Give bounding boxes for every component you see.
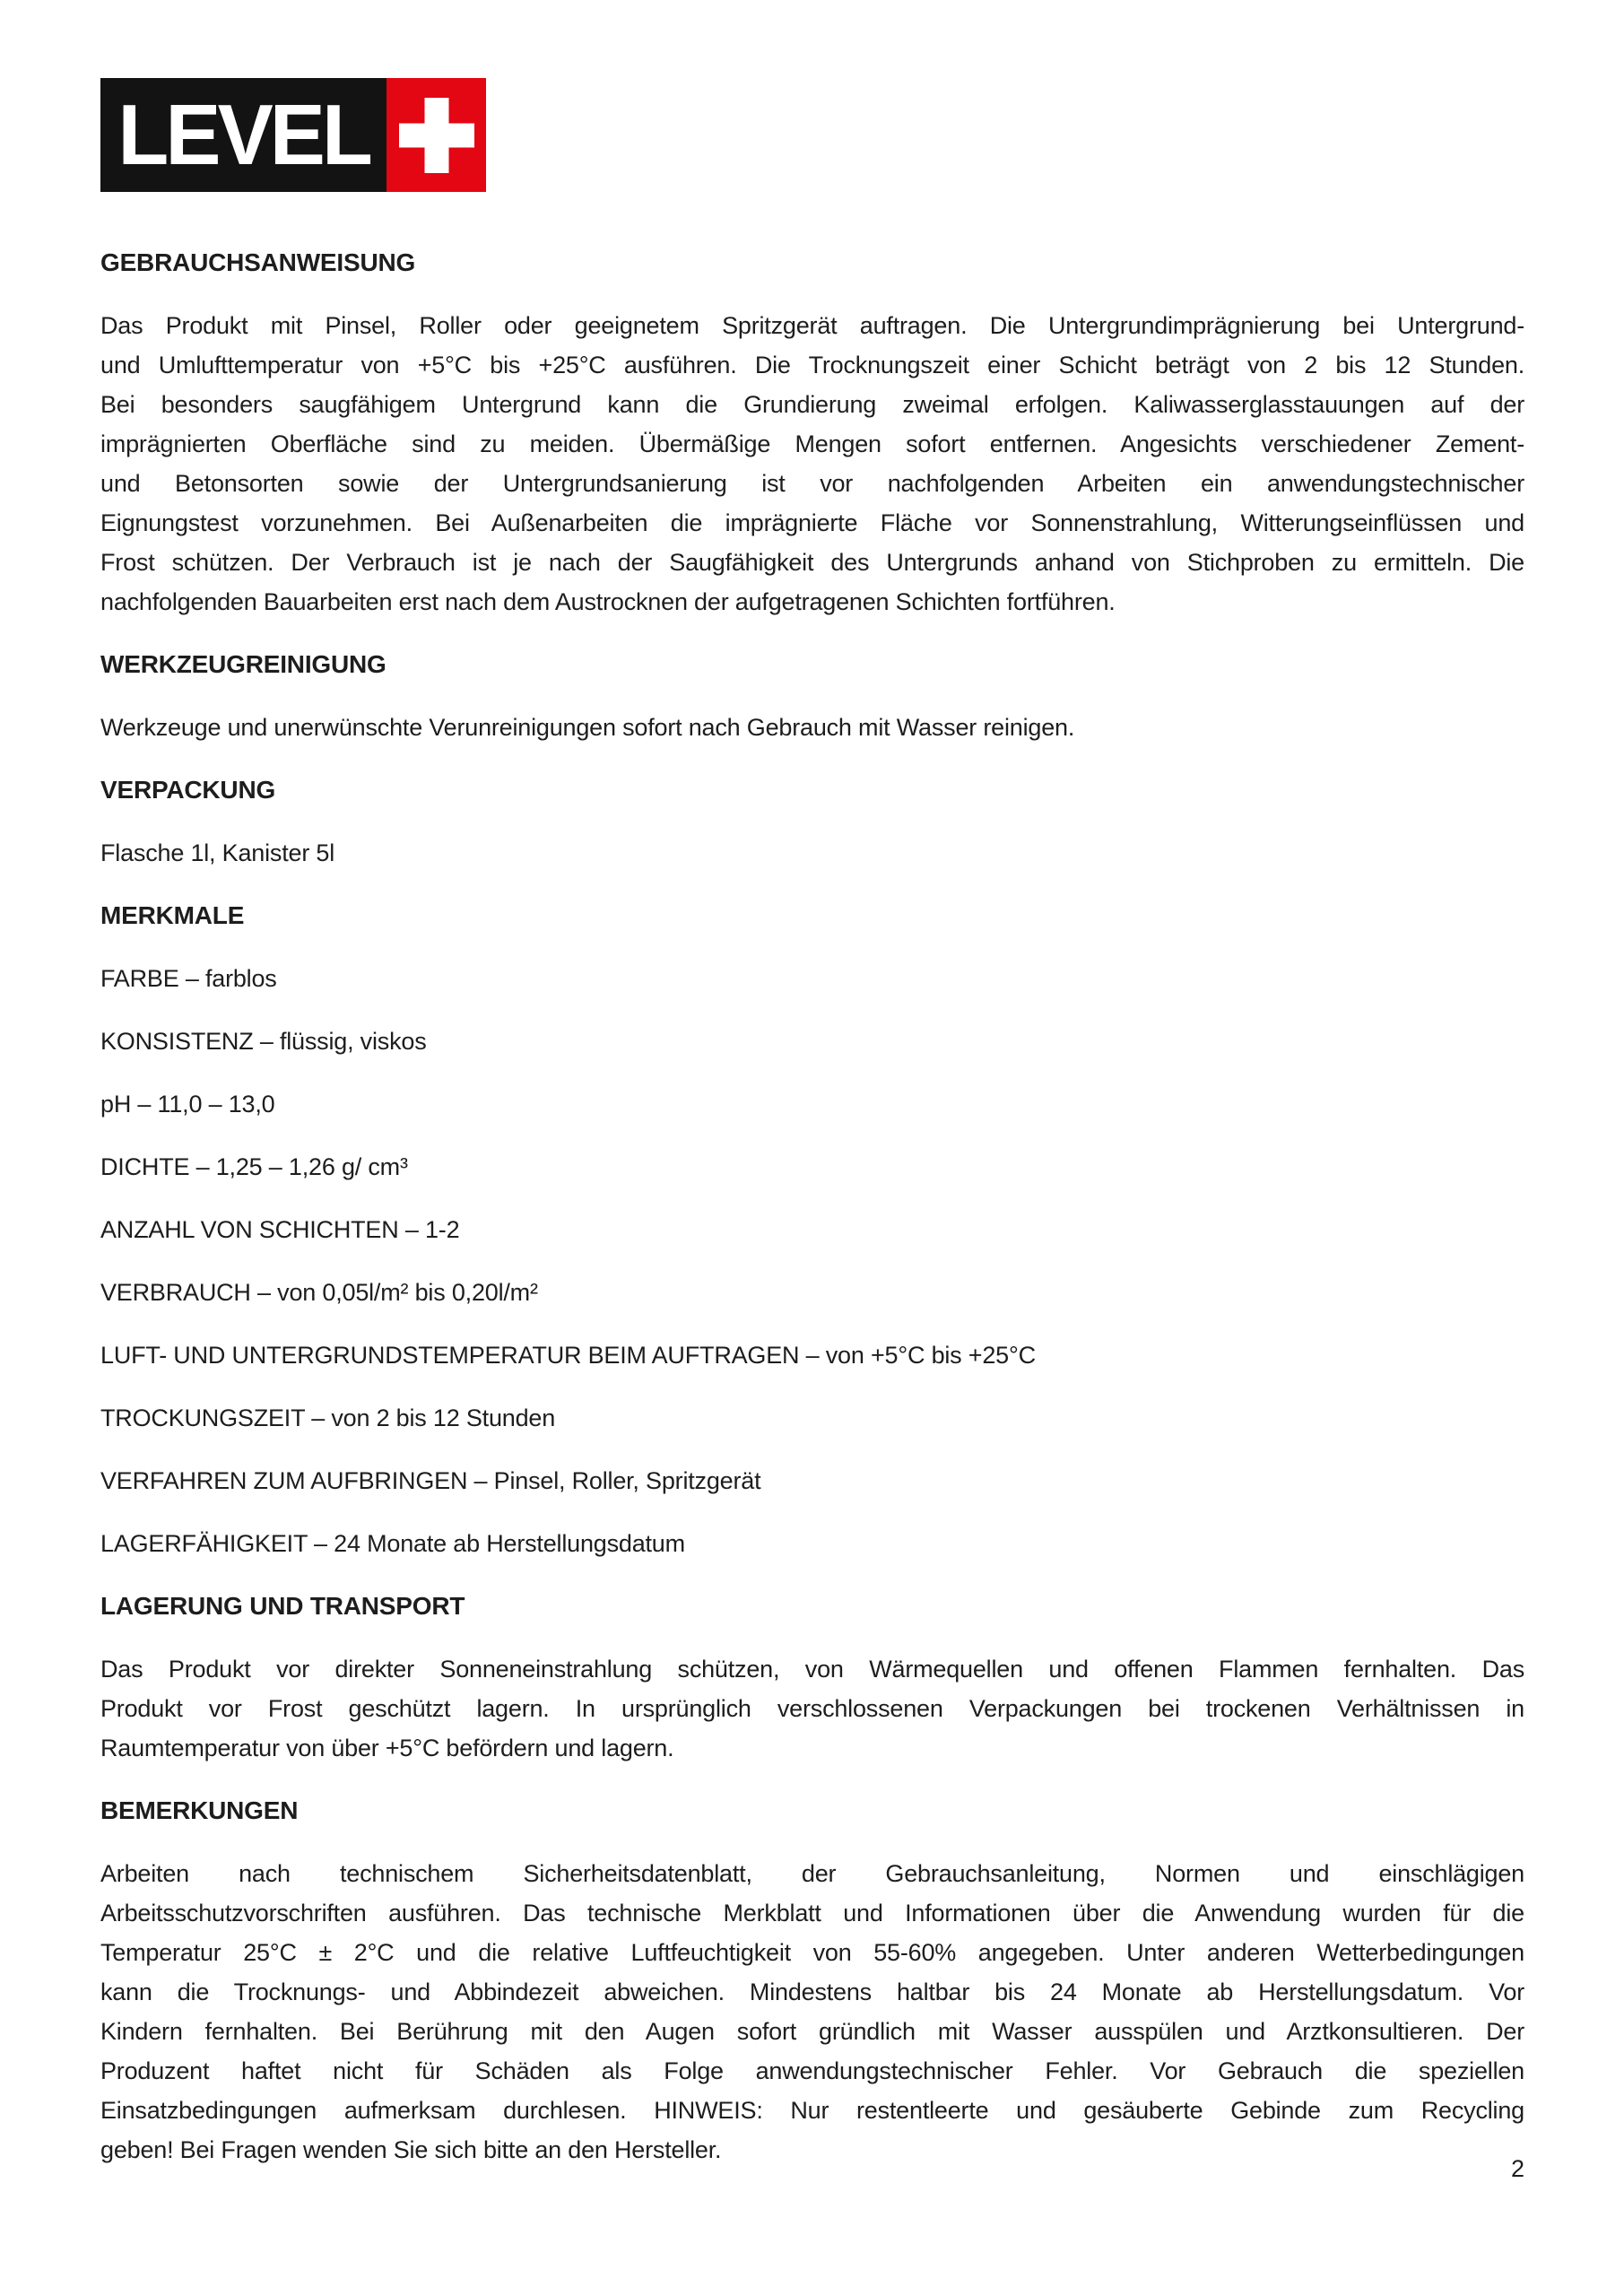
paragraph <box>100 1210 1524 1249</box>
plus-icon <box>386 78 486 192</box>
paragraph-line: Raumtemperatur von über +5°C befördern und lagern. <box>100 1735 674 1761</box>
section-heading-werkzeugreinigung: WERKZEUGREINIGUNG <box>100 650 386 678</box>
paragraph-line: Produkt vor Frost geschützt lagern. In ursprünglich verschlossenen Verpackungen bei trockenen Verhältnissen in <box>100 1695 1524 1722</box>
paragraph-line: pH – 11,0 – 13,0 <box>100 1091 275 1118</box>
section-heading-merkmale: MERKMALE <box>100 901 245 929</box>
document-body <box>100 243 1524 2170</box>
paragraph <box>100 306 1524 622</box>
paragraph-line: Temperatur 25°C ± 2°C und die relative Luftfeuchtigkeit von 55-60% angegeben. Unter anderen Wetterbedingungen <box>100 1939 1524 1966</box>
levelplus-logo <box>100 78 486 192</box>
paragraph <box>100 1524 1524 1563</box>
paragraph-line: Produzent haftet nicht für Schäden als Folge anwendungstechnischer Fehler. Vor Gebrauch die speziellen <box>100 2057 1524 2084</box>
paragraph-line: nachfolgenden Bauarbeiten erst nach dem Austrocknen der aufgetragenen Schichten fortführen. <box>100 588 1116 615</box>
paragraph-line: und Betonsorten sowie der Untergrundsanierung ist vor nachfolgenden Arbeiten ein anwendungstechnischer <box>100 470 1524 497</box>
paragraph <box>100 1335 1524 1375</box>
paragraph <box>100 1022 1524 1061</box>
logo-wordmark <box>100 78 386 192</box>
paragraph-line: kann die Trocknungs- und Abbindezeit abweichen. Mindestens haltbar bis 24 Monate ab Herstellungsdatum. Vor <box>100 1979 1524 2005</box>
paragraph-line: Kindern fernhalten. Bei Berührung mit den Augen sofort gründlich mit Wasser ausspülen und Arztkonsultieren. Der <box>100 2018 1524 2045</box>
paragraph-line: Das Produkt vor direkter Sonneneinstrahlung schützen, von Wärmequellen und offenen Flammen fernhalten. Das <box>100 1656 1524 1683</box>
page-number: 2 <box>1510 2155 1524 2182</box>
paragraph <box>100 708 1524 747</box>
paragraph-line: FARBE – farblos <box>100 965 277 992</box>
paragraph <box>100 1147 1524 1187</box>
section-heading-bemerkungen: BEMERKUNGEN <box>100 1796 299 1824</box>
paragraph-line: Frost schützen. Der Verbrauch ist je nach der Saugfähigkeit des Untergrunds anhand von Stichproben zu ermitteln. Die <box>100 549 1524 576</box>
paragraph-line: imprägnierten Oberfläche sind zu meiden. Übermäßige Mengen sofort entfernen. Angesichts verschiedener Zement- <box>100 430 1524 457</box>
paragraph-line: Flasche 1l, Kanister 5l <box>100 839 335 866</box>
paragraph-line: Werkzeuge und unerwünschte Verunreinigungen sofort nach Gebrauch mit Wasser reinigen. <box>100 714 1075 741</box>
paragraph-line: und Umlufttemperatur von +5°C bis +25°C ausführen. Die Trocknungszeit einer Schicht beträgt von 2 bis 12 Stunden. <box>100 352 1524 378</box>
section-heading-verpackung: VERPACKUNG <box>100 776 276 804</box>
logo-text: LEVEL <box>117 86 369 183</box>
paragraph-line: LUFT- UND UNTERGRUNDSTEMPERATUR BEIM AUFTRAGEN – von +5°C bis +25°C <box>100 1342 1036 1369</box>
paragraph <box>100 833 1524 873</box>
paragraph <box>100 1084 1524 1124</box>
paragraph-line: VERFAHREN ZUM AUFBRINGEN – Pinsel, Roller, Spritzgerät <box>100 1467 761 1494</box>
paragraph-line: Arbeiten nach technischem Sicherheitsdatenblatt, der Gebrauchsanleitung, Normen und einschlägigen <box>100 1860 1524 1887</box>
paragraph-line: DICHTE – 1,25 – 1,26 g/ cm³ <box>100 1153 408 1180</box>
paragraph-line: Eignungstest vorzunehmen. Bei Außenarbeiten die imprägnierte Fläche vor Sonnenstrahlung, Witterungseinflüssen und <box>100 509 1524 536</box>
paragraph-line: ANZAHL VON SCHICHTEN – 1-2 <box>100 1216 460 1243</box>
paragraph <box>100 959 1524 998</box>
paragraph-line: Das Produkt mit Pinsel, Roller oder geeignetem Spritzgerät auftragen. Die Untergrundimprägnierung bei Untergrund- <box>100 312 1524 339</box>
plus-icon-horizontal-bar <box>399 123 474 147</box>
paragraph-line: Einsatzbedingungen aufmerksam durchlesen. HINWEIS: Nur restentleerte und gesäuberte Gebinde zum Recycling <box>100 2097 1524 2124</box>
section-heading-gebrauchsanweisung: GEBRAUCHSANWEISUNG <box>100 248 416 276</box>
paragraph <box>100 1461 1524 1500</box>
paragraph-line: KONSISTENZ – flüssig, viskos <box>100 1028 427 1055</box>
paragraph <box>100 1649 1524 1768</box>
paragraph-line: Bei besonders saugfähigem Untergrund kann die Grundierung zweimal erfolgen. Kaliwasserglasstauungen auf der <box>100 391 1524 418</box>
paragraph-line: TROCKUNGSZEIT – von 2 bis 12 Stunden <box>100 1405 556 1431</box>
paragraph-line: geben! Bei Fragen wenden Sie sich bitte an den Hersteller. <box>100 2136 722 2163</box>
paragraph-line: LAGERFÄHIGKEIT – 24 Monate ab Herstellungsdatum <box>100 1530 685 1557</box>
paragraph <box>100 1854 1524 2170</box>
paragraph-line: VERBRAUCH – von 0,05l/m² bis 0,20l/m² <box>100 1279 538 1306</box>
paragraph-line: Arbeitsschutzvorschriften ausführen. Das technische Merkblatt und Informationen über die Anwendung wurden für die <box>100 1900 1524 1926</box>
section-heading-lagerung-und-transport: LAGERUNG UND TRANSPORT <box>100 1592 465 1620</box>
paragraph <box>100 1273 1524 1312</box>
paragraph <box>100 1398 1524 1438</box>
